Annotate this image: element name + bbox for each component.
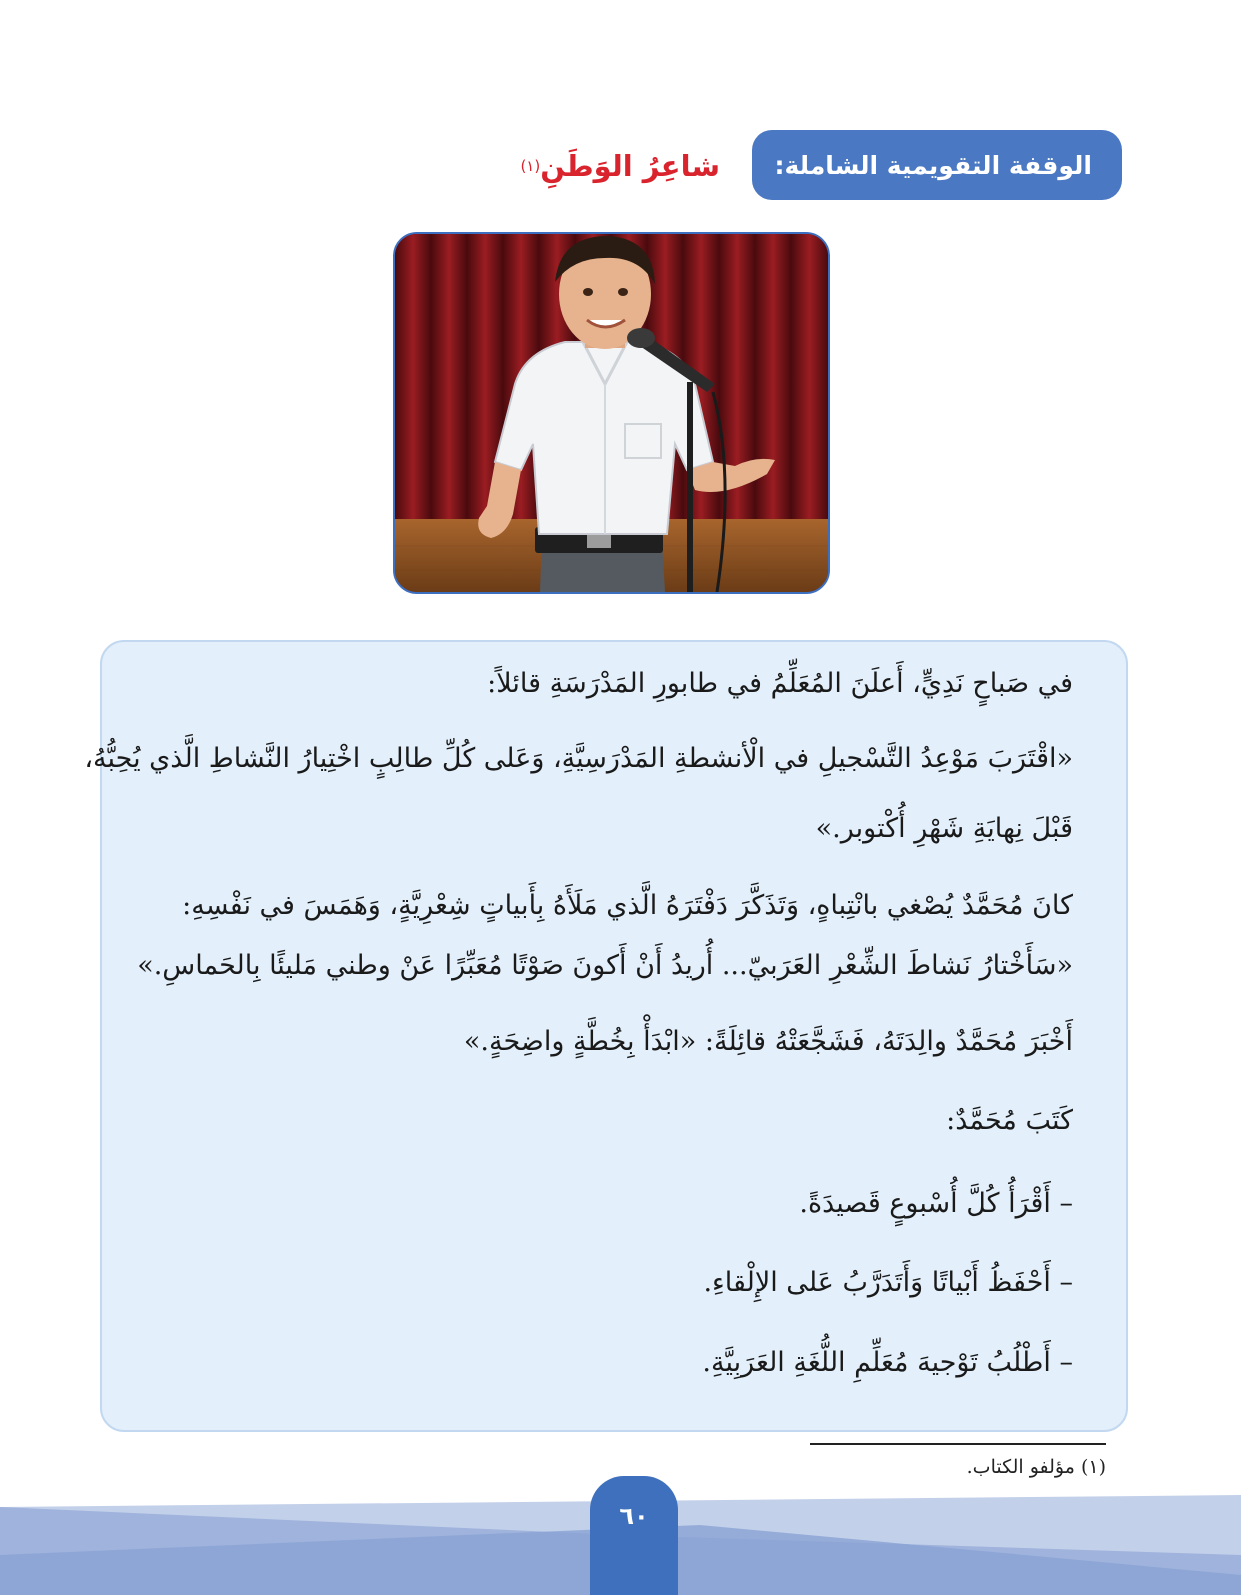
story-line-7: كَتَبَ مُحَمَّدٌ: — [946, 1105, 1073, 1136]
story-line-1: في صَباحٍ نَدِيٍّ، أَعلَنَ المُعَلِّمُ في طابورِ المَدْرَسَةِ قائلاً: — [487, 668, 1073, 699]
story-line-3: قَبْلَ نِهايَةِ شَهْرِ أُكْتوبر.» — [815, 813, 1073, 844]
page-number-text: ٦٠ — [619, 1502, 649, 1530]
list-item-1: – أَقْرَأُ كُلَّ أُسْبوعٍ قَصيدَةً. — [799, 1188, 1073, 1219]
footnote: (١) مؤلفو الكتاب. — [966, 1456, 1106, 1478]
page-number — [590, 1476, 678, 1595]
lesson-title-text: شاعِرُ الوَطَنِ — [540, 149, 720, 183]
footnote-divider — [810, 1443, 1106, 1445]
boy-at-microphone-illustration — [395, 234, 828, 592]
section-label: الوقفة التقويمية الشاملة: — [774, 150, 1092, 180]
story-line-2: «اقْتَرَبَ مَوْعِدُ التَّسْجيلِ في الْأنشطةِ المَدْرَسِيَّةِ، وَعَلى كُلِّ طالِبٍ اخْتِيارُ النَّشاطِ الَّذي يُحِبُّهُ، — [84, 743, 1073, 774]
illustration-photo — [393, 232, 830, 594]
story-line-4: كانَ مُحَمَّدٌ يُصْغي بانْتِباهٍ، وَتَذَكَّرَ دَفْتَرَهُ الَّذي مَلَأَهُ بِأَبياتٍ شِعْرِيَّةٍ، وَهَمَسَ في نَفْسِهِ: — [182, 890, 1073, 921]
story-line-6: أَخْبَرَ مُحَمَّدٌ والِدَتَهُ، فَشَجَّعَتْهُ قائِلَةً: «ابْدَأْ بِخُطَّةٍ واضِحَةٍ.» — [463, 1026, 1073, 1057]
lesson-title — [520, 140, 720, 192]
section-header-pill — [752, 130, 1122, 200]
list-item-3: – أَطْلُبُ تَوْجيهَ مُعَلِّمِ اللُّغَةِ العَرَبِيَّةِ. — [702, 1347, 1073, 1378]
lesson-title-footnote-marker: (١) — [520, 157, 541, 175]
story-line-5: «سَأَخْتارُ نَشاطَ الشِّعْرِ العَرَبيّ... أُريدُ أَنْ أَكونَ صَوْتًا مُعَبِّرًا عَنْ وطني مَليئًا بِالحَماسِ.» — [137, 950, 1073, 981]
list-item-2: – أَحْفَظُ أَبْياتًا وَأَتَدَرَّبُ عَلى الإِلْقاءِ. — [703, 1267, 1073, 1298]
